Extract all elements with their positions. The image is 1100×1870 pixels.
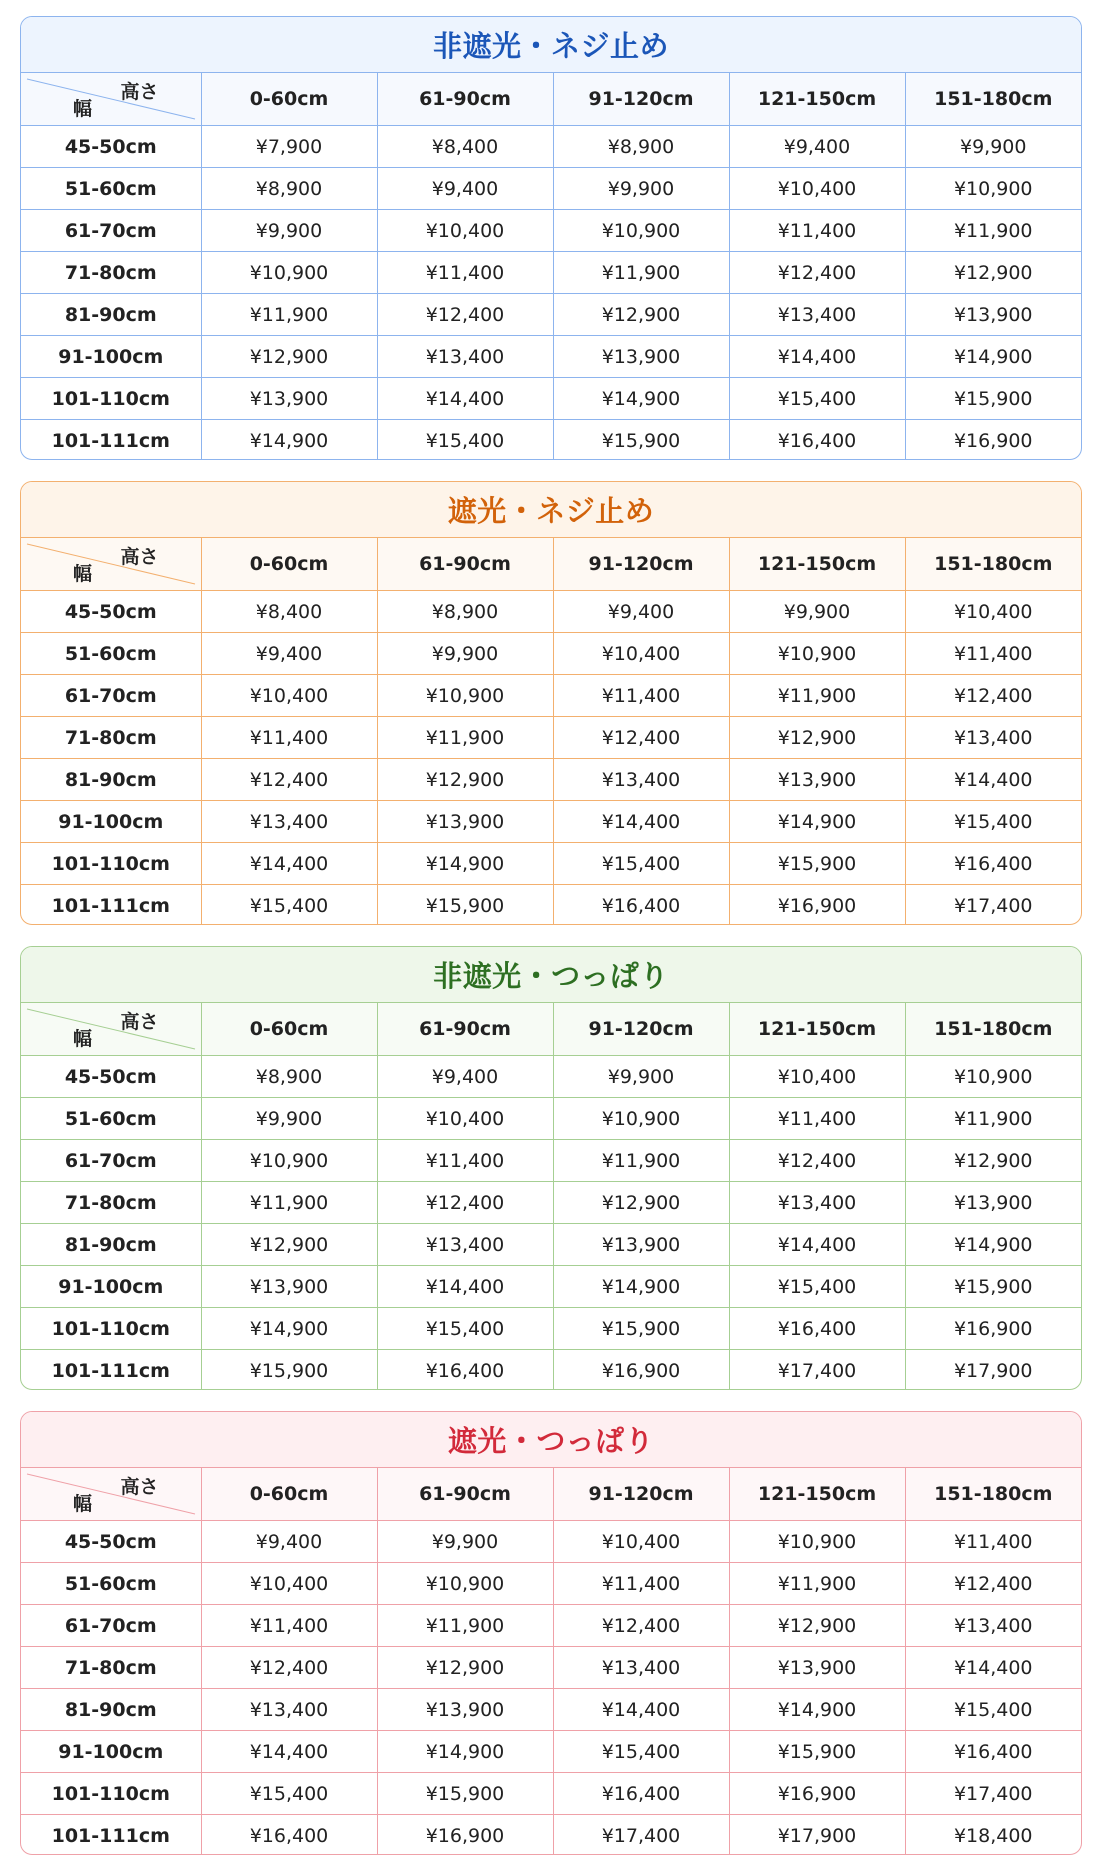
- price-cell: ¥10,400: [377, 210, 553, 252]
- row-header: 81-90cm: [21, 759, 201, 801]
- diagonal-divider: [21, 538, 201, 590]
- price-cell: ¥17,400: [905, 1773, 1081, 1815]
- row-header: 51-60cm: [21, 168, 201, 210]
- column-header: 0-60cm: [201, 73, 377, 126]
- price-cell: ¥7,900: [201, 126, 377, 168]
- table-title: 遮光・つっぱり: [21, 1412, 1081, 1468]
- price-cell: ¥11,900: [377, 717, 553, 759]
- price-cell: ¥15,900: [553, 1308, 729, 1350]
- row-header: 51-60cm: [21, 1563, 201, 1605]
- price-cell: ¥9,900: [553, 168, 729, 210]
- price-cell: ¥11,400: [905, 633, 1081, 675]
- price-cell: ¥10,900: [553, 1098, 729, 1140]
- corner-cell: [21, 73, 201, 126]
- height-label: 高さ: [120, 1476, 159, 1498]
- price-cell: ¥12,400: [905, 675, 1081, 717]
- price-cell: ¥12,400: [201, 759, 377, 801]
- price-cell: ¥11,900: [729, 675, 905, 717]
- row-header: 101-111cm: [21, 1815, 201, 1856]
- diagonal-divider: [21, 73, 201, 125]
- price-cell: ¥8,900: [201, 168, 377, 210]
- price-cell: ¥11,400: [201, 1605, 377, 1647]
- table-row: [21, 252, 1081, 294]
- price-cell: ¥8,900: [201, 1056, 377, 1098]
- row-header: 51-60cm: [21, 1098, 201, 1140]
- price-table: [21, 1468, 1081, 1855]
- price-cell: ¥8,400: [201, 591, 377, 633]
- price-table-non-blackout-screw: [20, 16, 1082, 460]
- price-cell: ¥9,400: [729, 126, 905, 168]
- table-row: [21, 1731, 1081, 1773]
- column-header: 61-90cm: [377, 1003, 553, 1056]
- price-cell: ¥13,400: [729, 1182, 905, 1224]
- column-header: 61-90cm: [377, 1468, 553, 1521]
- price-cell: ¥11,900: [553, 252, 729, 294]
- price-cell: ¥17,900: [905, 1350, 1081, 1391]
- price-cell: ¥10,900: [905, 168, 1081, 210]
- price-cell: ¥14,400: [553, 801, 729, 843]
- price-cell: ¥9,400: [201, 1521, 377, 1563]
- price-cell: ¥9,900: [377, 1521, 553, 1563]
- price-cell: ¥18,400: [905, 1815, 1081, 1856]
- price-cell: ¥11,900: [729, 1563, 905, 1605]
- price-cell: ¥14,400: [201, 1731, 377, 1773]
- column-header: 151-180cm: [905, 538, 1081, 591]
- price-cell: ¥13,900: [553, 1224, 729, 1266]
- price-cell: ¥14,400: [729, 336, 905, 378]
- price-table-blackout-screw: [20, 481, 1082, 925]
- price-cell: ¥15,400: [377, 1308, 553, 1350]
- price-cell: ¥10,900: [377, 675, 553, 717]
- price-cell: ¥10,400: [377, 1098, 553, 1140]
- row-header: 101-111cm: [21, 885, 201, 926]
- row-header: 81-90cm: [21, 294, 201, 336]
- row-header: 101-111cm: [21, 420, 201, 461]
- column-header: 121-150cm: [729, 73, 905, 126]
- price-cell: ¥10,400: [729, 1056, 905, 1098]
- price-cell: ¥13,400: [905, 717, 1081, 759]
- table-row: [21, 126, 1081, 168]
- price-cell: ¥16,400: [377, 1350, 553, 1391]
- height-label: 高さ: [120, 81, 159, 103]
- price-cell: ¥10,400: [201, 675, 377, 717]
- column-header: 91-120cm: [553, 73, 729, 126]
- price-cell: ¥12,400: [729, 1140, 905, 1182]
- row-header: 61-70cm: [21, 210, 201, 252]
- row-header: 71-80cm: [21, 1182, 201, 1224]
- width-label: 幅: [73, 563, 93, 585]
- price-cell: ¥15,400: [905, 1689, 1081, 1731]
- table-row: [21, 591, 1081, 633]
- column-header: 151-180cm: [905, 73, 1081, 126]
- price-cell: ¥11,400: [905, 1521, 1081, 1563]
- price-cell: ¥14,400: [905, 1647, 1081, 1689]
- price-cell: ¥12,900: [201, 1224, 377, 1266]
- table-row: [21, 1815, 1081, 1856]
- row-header: 61-70cm: [21, 1605, 201, 1647]
- row-header: 81-90cm: [21, 1689, 201, 1731]
- price-cell: ¥9,900: [905, 126, 1081, 168]
- price-cell: ¥13,900: [377, 1689, 553, 1731]
- price-cell: ¥10,900: [377, 1563, 553, 1605]
- width-label: 幅: [73, 1493, 93, 1515]
- table-row: [21, 1689, 1081, 1731]
- price-cell: ¥13,900: [729, 1647, 905, 1689]
- price-cell: ¥12,900: [905, 1140, 1081, 1182]
- table-row: [21, 294, 1081, 336]
- price-cell: ¥15,400: [201, 1773, 377, 1815]
- price-cell: ¥12,400: [201, 1647, 377, 1689]
- price-cell: ¥12,400: [377, 294, 553, 336]
- price-cell: ¥12,900: [553, 1182, 729, 1224]
- price-cell: ¥15,900: [201, 1350, 377, 1391]
- price-cell: ¥10,400: [729, 168, 905, 210]
- column-header: 0-60cm: [201, 1003, 377, 1056]
- price-cell: ¥10,900: [553, 210, 729, 252]
- price-cell: ¥13,900: [377, 801, 553, 843]
- price-cell: ¥16,400: [553, 1773, 729, 1815]
- price-cell: ¥10,900: [201, 252, 377, 294]
- row-header: 51-60cm: [21, 633, 201, 675]
- corner-cell: [21, 1003, 201, 1056]
- price-cell: ¥15,900: [905, 378, 1081, 420]
- column-header: 0-60cm: [201, 538, 377, 591]
- price-cell: ¥10,400: [201, 1563, 377, 1605]
- table-row: [21, 801, 1081, 843]
- price-cell: ¥13,400: [729, 294, 905, 336]
- row-header: 61-70cm: [21, 675, 201, 717]
- diagonal-divider: [21, 1468, 201, 1520]
- table-row: [21, 843, 1081, 885]
- row-header: 45-50cm: [21, 1056, 201, 1098]
- table-row: [21, 1140, 1081, 1182]
- price-cell: ¥9,900: [553, 1056, 729, 1098]
- price-cell: ¥16,900: [729, 1773, 905, 1815]
- table-row: [21, 1350, 1081, 1391]
- price-cell: ¥15,900: [377, 1773, 553, 1815]
- price-cell: ¥9,900: [729, 591, 905, 633]
- price-cell: ¥14,900: [905, 336, 1081, 378]
- price-cell: ¥10,900: [201, 1140, 377, 1182]
- price-cell: ¥16,400: [729, 1308, 905, 1350]
- price-cell: ¥13,900: [201, 378, 377, 420]
- table-row: [21, 759, 1081, 801]
- price-cell: ¥16,400: [201, 1815, 377, 1856]
- price-cell: ¥16,900: [553, 1350, 729, 1391]
- table-row: [21, 1308, 1081, 1350]
- row-header: 91-100cm: [21, 1266, 201, 1308]
- price-cell: ¥9,400: [377, 1056, 553, 1098]
- price-cell: ¥14,900: [377, 1731, 553, 1773]
- price-cell: ¥8,900: [377, 591, 553, 633]
- table-row: [21, 210, 1081, 252]
- price-cell: ¥13,900: [201, 1266, 377, 1308]
- width-label: 幅: [73, 98, 93, 120]
- table-row: [21, 885, 1081, 926]
- row-header: 101-110cm: [21, 378, 201, 420]
- price-cell: ¥14,400: [377, 378, 553, 420]
- table-row: [21, 675, 1081, 717]
- column-header: 61-90cm: [377, 73, 553, 126]
- price-cell: ¥13,400: [201, 1689, 377, 1731]
- price-cell: ¥11,400: [729, 210, 905, 252]
- price-cell: ¥17,400: [553, 1815, 729, 1856]
- table-row: [21, 1056, 1081, 1098]
- price-cell: ¥17,400: [905, 885, 1081, 926]
- price-cell: ¥13,900: [553, 336, 729, 378]
- row-header: 91-100cm: [21, 1731, 201, 1773]
- row-header: 101-110cm: [21, 843, 201, 885]
- header-row: [21, 73, 1081, 126]
- price-cell: ¥11,400: [377, 252, 553, 294]
- price-cell: ¥13,900: [729, 759, 905, 801]
- table-row: [21, 1182, 1081, 1224]
- price-cell: ¥9,400: [553, 591, 729, 633]
- price-cell: ¥11,400: [201, 717, 377, 759]
- price-cell: ¥14,900: [553, 378, 729, 420]
- column-header: 121-150cm: [729, 1003, 905, 1056]
- table-row: [21, 1605, 1081, 1647]
- price-table: [21, 73, 1081, 460]
- price-cell: ¥15,400: [553, 843, 729, 885]
- price-table-blackout-tension: [20, 1411, 1082, 1855]
- row-header: 45-50cm: [21, 1521, 201, 1563]
- table-row: [21, 1647, 1081, 1689]
- price-cell: ¥10,900: [905, 1056, 1081, 1098]
- price-cell: ¥13,400: [201, 801, 377, 843]
- table-row: [21, 1098, 1081, 1140]
- price-cell: ¥16,900: [729, 885, 905, 926]
- price-table: [21, 538, 1081, 925]
- price-cell: ¥13,400: [905, 1605, 1081, 1647]
- price-cell: ¥16,400: [905, 1731, 1081, 1773]
- price-cell: ¥10,400: [553, 1521, 729, 1563]
- header-row: [21, 1003, 1081, 1056]
- price-cell: ¥14,900: [729, 1689, 905, 1731]
- height-label: 高さ: [120, 1011, 159, 1033]
- row-header: 45-50cm: [21, 126, 201, 168]
- price-cell: ¥14,900: [553, 1266, 729, 1308]
- price-cell: ¥15,900: [377, 885, 553, 926]
- price-cell: ¥14,400: [377, 1266, 553, 1308]
- row-header: 71-80cm: [21, 1647, 201, 1689]
- price-cell: ¥14,900: [201, 420, 377, 461]
- price-cell: ¥11,400: [553, 675, 729, 717]
- price-cell: ¥13,400: [553, 1647, 729, 1689]
- price-cell: ¥10,900: [729, 633, 905, 675]
- row-header: 101-110cm: [21, 1308, 201, 1350]
- column-header: 151-180cm: [905, 1468, 1081, 1521]
- price-cell: ¥10,400: [905, 591, 1081, 633]
- price-cell: ¥12,400: [729, 252, 905, 294]
- row-header: 101-110cm: [21, 1773, 201, 1815]
- price-cell: ¥12,400: [553, 1605, 729, 1647]
- price-cell: ¥12,900: [201, 336, 377, 378]
- row-header: 71-80cm: [21, 252, 201, 294]
- column-header: 0-60cm: [201, 1468, 377, 1521]
- price-cell: ¥13,400: [553, 759, 729, 801]
- price-cell: ¥12,900: [377, 1647, 553, 1689]
- price-cell: ¥9,900: [201, 210, 377, 252]
- price-cell: ¥13,400: [377, 1224, 553, 1266]
- price-cell: ¥9,900: [201, 1098, 377, 1140]
- table-row: [21, 1563, 1081, 1605]
- price-cell: ¥16,900: [905, 420, 1081, 461]
- price-table: [21, 1003, 1081, 1390]
- price-cell: ¥15,400: [729, 378, 905, 420]
- column-header: 121-150cm: [729, 1468, 905, 1521]
- price-cell: ¥14,900: [201, 1308, 377, 1350]
- price-cell: ¥9,400: [377, 168, 553, 210]
- column-header: 91-120cm: [553, 538, 729, 591]
- price-cell: ¥15,400: [905, 801, 1081, 843]
- price-cell: ¥12,900: [729, 1605, 905, 1647]
- column-header: 91-120cm: [553, 1468, 729, 1521]
- price-cell: ¥10,900: [729, 1521, 905, 1563]
- price-cell: ¥11,900: [377, 1605, 553, 1647]
- price-cell: ¥11,900: [905, 210, 1081, 252]
- corner-cell: [21, 538, 201, 591]
- row-header: 45-50cm: [21, 591, 201, 633]
- price-cell: ¥15,400: [377, 420, 553, 461]
- price-cell: ¥9,900: [377, 633, 553, 675]
- width-label: 幅: [73, 1028, 93, 1050]
- corner-cell: [21, 1468, 201, 1521]
- header-row: [21, 1468, 1081, 1521]
- table-row: [21, 420, 1081, 461]
- price-cell: ¥15,400: [553, 1731, 729, 1773]
- price-cell: ¥11,400: [553, 1563, 729, 1605]
- price-cell: ¥12,900: [729, 717, 905, 759]
- column-header: 61-90cm: [377, 538, 553, 591]
- price-cell: ¥17,400: [729, 1350, 905, 1391]
- price-cell: ¥13,900: [905, 294, 1081, 336]
- price-cell: ¥14,400: [729, 1224, 905, 1266]
- price-cell: ¥8,900: [553, 126, 729, 168]
- price-cell: ¥11,400: [729, 1098, 905, 1140]
- price-cell: ¥8,400: [377, 126, 553, 168]
- table-row: [21, 1224, 1081, 1266]
- price-cell: ¥16,400: [729, 420, 905, 461]
- row-header: 71-80cm: [21, 717, 201, 759]
- price-cell: ¥12,900: [377, 759, 553, 801]
- table-row: [21, 633, 1081, 675]
- table-title: 非遮光・つっぱり: [21, 947, 1081, 1003]
- table-title: 遮光・ネジ止め: [21, 482, 1081, 538]
- column-header: 121-150cm: [729, 538, 905, 591]
- price-cell: ¥13,900: [905, 1182, 1081, 1224]
- price-cell: ¥15,400: [201, 885, 377, 926]
- table-title: 非遮光・ネジ止め: [21, 17, 1081, 73]
- table-row: [21, 378, 1081, 420]
- price-cell: ¥14,900: [905, 1224, 1081, 1266]
- price-cell: ¥16,400: [905, 843, 1081, 885]
- price-cell: ¥14,400: [905, 759, 1081, 801]
- price-cell: ¥15,400: [729, 1266, 905, 1308]
- price-cell: ¥11,400: [377, 1140, 553, 1182]
- price-cell: ¥10,400: [553, 633, 729, 675]
- table-row: [21, 1773, 1081, 1815]
- price-cell: ¥15,900: [729, 843, 905, 885]
- table-row: [21, 1266, 1081, 1308]
- price-cell: ¥16,900: [905, 1308, 1081, 1350]
- price-cell: ¥15,900: [729, 1731, 905, 1773]
- price-cell: ¥14,400: [553, 1689, 729, 1731]
- price-cell: ¥16,400: [553, 885, 729, 926]
- column-header: 151-180cm: [905, 1003, 1081, 1056]
- table-row: [21, 717, 1081, 759]
- diagonal-divider: [21, 1003, 201, 1055]
- price-cell: ¥12,900: [905, 252, 1081, 294]
- price-cell: ¥17,900: [729, 1815, 905, 1856]
- price-table-non-blackout-tension: [20, 946, 1082, 1390]
- price-cell: ¥16,900: [377, 1815, 553, 1856]
- price-cell: ¥12,400: [905, 1563, 1081, 1605]
- row-header: 101-111cm: [21, 1350, 201, 1391]
- price-cell: ¥12,400: [553, 717, 729, 759]
- price-cell: ¥11,900: [905, 1098, 1081, 1140]
- price-cell: ¥14,400: [201, 843, 377, 885]
- price-cell: ¥9,400: [201, 633, 377, 675]
- row-header: 61-70cm: [21, 1140, 201, 1182]
- row-header: 91-100cm: [21, 801, 201, 843]
- price-cell: ¥13,400: [377, 336, 553, 378]
- price-cell: ¥12,400: [377, 1182, 553, 1224]
- header-row: [21, 538, 1081, 591]
- table-row: [21, 168, 1081, 210]
- price-cell: ¥11,900: [201, 294, 377, 336]
- price-cell: ¥15,900: [553, 420, 729, 461]
- price-cell: ¥14,900: [729, 801, 905, 843]
- table-row: [21, 1521, 1081, 1563]
- price-cell: ¥11,900: [201, 1182, 377, 1224]
- price-cell: ¥11,900: [553, 1140, 729, 1182]
- price-cell: ¥14,900: [377, 843, 553, 885]
- row-header: 91-100cm: [21, 336, 201, 378]
- row-header: 81-90cm: [21, 1224, 201, 1266]
- height-label: 高さ: [120, 546, 159, 568]
- table-row: [21, 336, 1081, 378]
- price-cell: ¥12,900: [553, 294, 729, 336]
- column-header: 91-120cm: [553, 1003, 729, 1056]
- price-cell: ¥15,900: [905, 1266, 1081, 1308]
